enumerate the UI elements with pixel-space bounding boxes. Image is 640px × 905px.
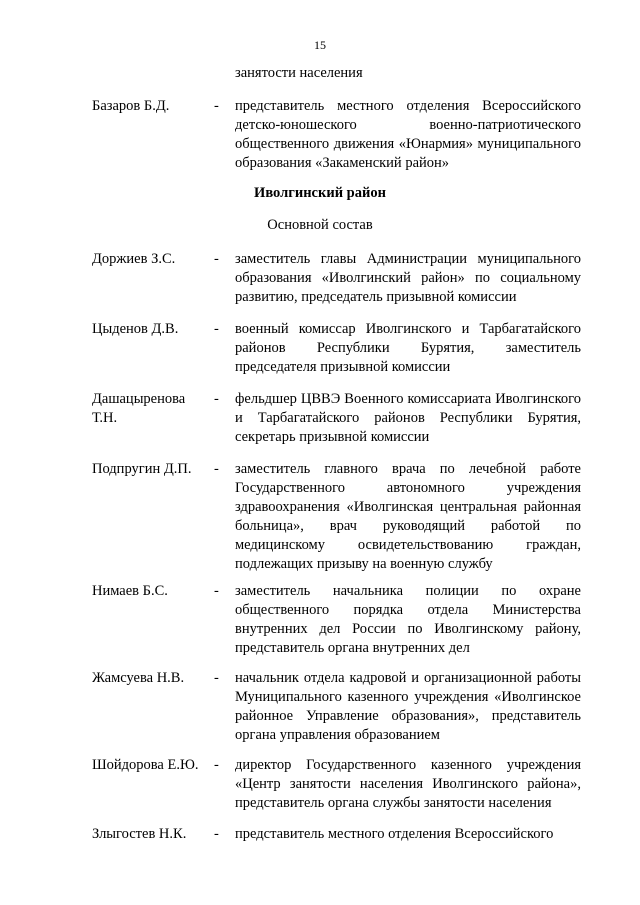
member-name: Шойдорова Е.Ю. [92, 757, 199, 773]
separator-dash: - [214, 391, 219, 407]
member-position: директор Государственного казенного учреждения «Центр занятости населения Иволгинского района», представитель органа службы занятости населения [235, 757, 581, 811]
continuation-text: занятости населения [235, 65, 363, 81]
separator-dash: - [214, 321, 219, 337]
member-position: заместитель начальника полиции по охране общественного порядка отдела Министерства внутренних дел России по Иволгинскому району, представитель органа внутренних дел [235, 583, 581, 656]
member-name: Базаров Б.Д. [92, 98, 170, 114]
separator-dash: - [214, 757, 219, 773]
member-position: представитель местного отделения Всероссийского [235, 826, 554, 842]
page-number: 15 [314, 38, 326, 52]
section-subtitle: Основной состав [267, 217, 373, 233]
member-name: Дашацыренова Т.Н. [92, 391, 186, 426]
member-name: Подпругин Д.П. [92, 461, 192, 477]
member-position: начальник отдела кадровой и организационной работы Муниципального казенного учреждения «Иволгинское районное Управление образования», представитель органа управления образованием [235, 670, 581, 743]
member-position: фельдшер ЦВВЭ Военного комиссариата Иволгинского и Тарбагатайского районов Республики Бурятия, секретарь призывной комиссии [235, 391, 581, 445]
separator-dash: - [214, 826, 219, 842]
member-position: представитель местного отделения Всероссийского детско-юношеского военно-патриотического общественного движения «Юнармия» муниципального образования «Закаменский район» [235, 98, 581, 171]
separator-dash: - [214, 670, 219, 686]
member-position: заместитель главного врача по лечебной работе Государственного автономного учреждения здравоохранения «Иволгинская центральная районная больница», врач руководящий работой по медицинскому освидетельствованию граждан, подлежащих призыву на военную службу [235, 461, 581, 572]
separator-dash: - [214, 583, 219, 599]
member-position: заместитель главы Администрации муниципального образования «Иволгинский район» по социальному развитию, председатель призывной комиссии [235, 251, 581, 305]
member-name: Нимаев Б.С. [92, 583, 168, 599]
member-name: Злыгостев Н.К. [92, 826, 187, 842]
member-name: Доржиев З.С. [92, 251, 176, 267]
district-title: Иволгинский район [254, 185, 386, 201]
member-position: военный комиссар Иволгинского и Тарбагатайского районов Республики Бурятия, заместитель председателя призывной комиссии [235, 321, 581, 375]
separator-dash: - [214, 251, 219, 267]
member-name: Цыденов Д.В. [92, 321, 179, 337]
separator-dash: - [214, 461, 219, 477]
separator-dash: - [214, 98, 219, 114]
member-name: Жамсуева Н.В. [92, 670, 185, 686]
